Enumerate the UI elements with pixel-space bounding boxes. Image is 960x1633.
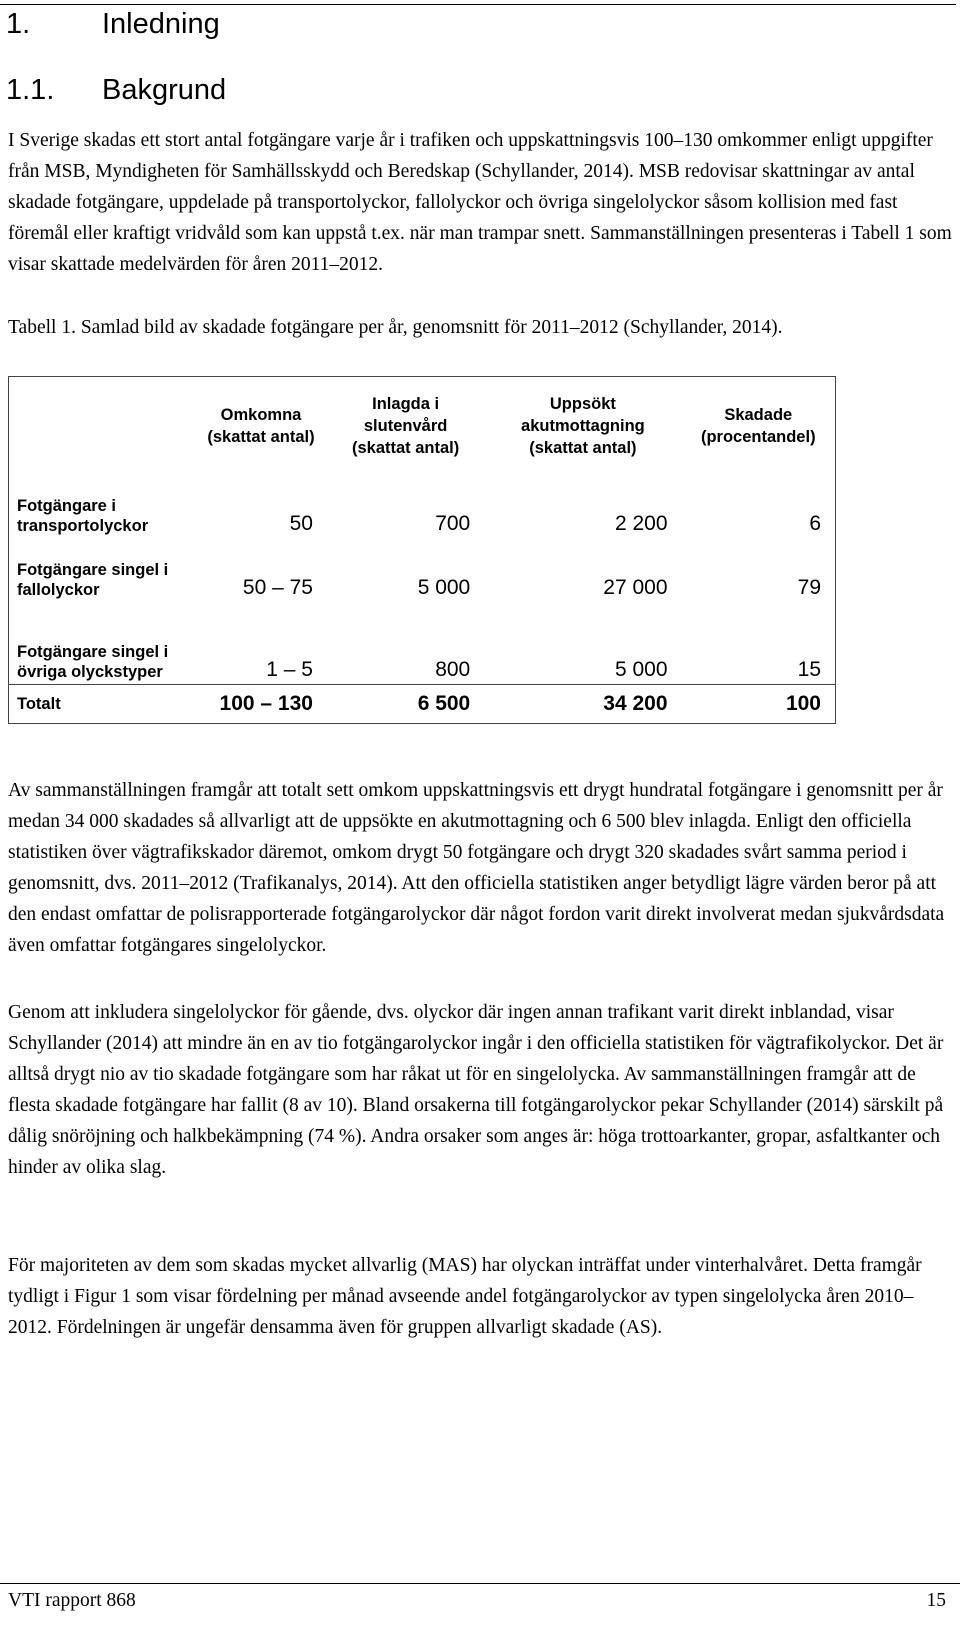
table-header-emergency: Uppsökt akutmottagning (skattat antal) <box>521 395 645 457</box>
footer-report-name: VTI rapport 868 <box>8 1590 136 1611</box>
footer-page-number: 15 <box>926 1590 946 1611</box>
paragraph-winter: För majoriteten av dem som skadas mycket allvarlig (MAS) har olyckan inträffat under vinterhalvåret. Detta framgår tydligt i Figur 1 som visar fördelning per månad avseende andel fotgängarolyckor av typen singelolycka åren 2010–2012. Fördelningen är ungefär densamma även för gruppen allvarligt skadade (AS). <box>8 1255 922 1338</box>
cell-value: 1 – 5 <box>266 658 313 681</box>
cell-value: 50 – 75 <box>242 576 313 599</box>
table-header-blank <box>9 377 196 476</box>
injury-table <box>8 376 836 724</box>
row-label: Fotgängare i transportolyckor <box>17 497 149 535</box>
paragraph-background: I Sverige skadas ett stort antal fotgängare varje år i trafiken och uppskattningsvis 100–130 omkommer enligt uppgifter från MSB, Myndigheten för Samhällsskydd och Beredskap (Schyllander, 2014). MSB redovisar skattningar av antal skadade fotgängare, uppdelade på transportolyckor, fallolyckor och övriga singelolyckor såsom kollision med fast föremål eller kraftigt vridvåld som kan uppstå t.ex. när man trampar snett. Sammanställningen presenteras i Tabell 1 som visar skattade medelvärden för åren 2011–2012. <box>8 130 952 275</box>
cell-value: 50 <box>289 512 313 535</box>
table-header-injured-share: Skadade (procentandel) <box>700 406 816 446</box>
cell-value: 800 <box>435 658 471 681</box>
section-heading <box>6 72 226 108</box>
section-title: Bakgrund <box>102 74 227 106</box>
cell-value: 5 000 <box>417 576 471 599</box>
table-header-killed: Omkomna (skattat antal) <box>207 406 315 446</box>
paragraph-single-accidents: Genom att inkludera singelolyckor för gående, dvs. olyckor där ingen annan trafikant varit direkt inblandad, visar Schyllander (2014) att mindre än en av tio fotgängarolyckor ingår i den officiella statistiken för vägtrafikolyckor. Det är alltså drygt nio av tio skadade fotgängare som har råkat ut för en singelolycka. Av sammanställningen framgår att de flesta skadade fotgängare har fallit (8 av 10). Bland orsakerna till fotgängarolyckor pekar Schyllander (2014) särskilt på dålig snöröjning och halkbekämpning (74 %). Andra orsaker som anges är: höga trottoarkanter, gropar, asfaltkanter och hinder av olika slag. <box>8 1002 944 1178</box>
footer-rule <box>0 1583 960 1584</box>
cell-value: 79 <box>797 576 821 599</box>
cell-value: 2 200 <box>614 512 668 535</box>
cell-value: 15 <box>797 658 821 681</box>
chapter-heading <box>6 6 220 42</box>
cell-value: 5 000 <box>614 658 668 681</box>
total-value: 100 <box>682 685 836 724</box>
total-value: 34 200 <box>484 685 681 724</box>
table-row <box>9 602 836 685</box>
cell-value: 6 <box>809 512 821 535</box>
table-header-hospitalized: Inlagda i slutenvård (skattat antal) <box>351 395 460 457</box>
top-rule <box>0 4 956 5</box>
total-value: 6 500 <box>327 685 484 724</box>
cell-value: 700 <box>435 512 471 535</box>
section-number: 1.1. <box>6 74 55 106</box>
table-row <box>9 538 836 602</box>
table-total-row <box>9 685 836 724</box>
table-caption: Tabell 1. Samlad bild av skadade fotgängare per år, genomsnitt för 2011–2012 (Schyllander, 2014). <box>8 317 783 338</box>
total-label: Totalt <box>9 685 196 724</box>
chapter-number: 1. <box>6 8 31 40</box>
row-label: Fotgängare singel i fallolyckor <box>17 561 169 599</box>
total-value: 100 – 130 <box>195 685 327 724</box>
chapter-title: Inledning <box>102 8 220 40</box>
cell-value: 27 000 <box>603 576 668 599</box>
table-header-row <box>9 377 836 476</box>
paragraph-summary: Av sammanställningen framgår att totalt sett omkom uppskattningsvis ett drygt hundratal fotgängare i genomsnitt per år medan 34 000 skadades så allvarligt att de uppsökte en akutmottagning och 6 500 blev inlagda. Enligt den officiella statistiken över vägtrafikskador däremot, omkom drygt 50 fotgängare och drygt 320 skadades svårt samma period i genomsnitt, dvs. 2011–2012 (Trafikanalys, 2014). Att den officiella statistiken anger betydligt lägre värden beror på att den endast omfattar de polisrapporterade fotgängarolyckor där något fordon varit direkt involverat medan sjukvårdsdata även omfattar fotgängares singelolyckor. <box>8 780 945 956</box>
table-row <box>9 475 836 538</box>
row-label: Fotgängare singel i övriga olyckstyper <box>17 643 169 681</box>
